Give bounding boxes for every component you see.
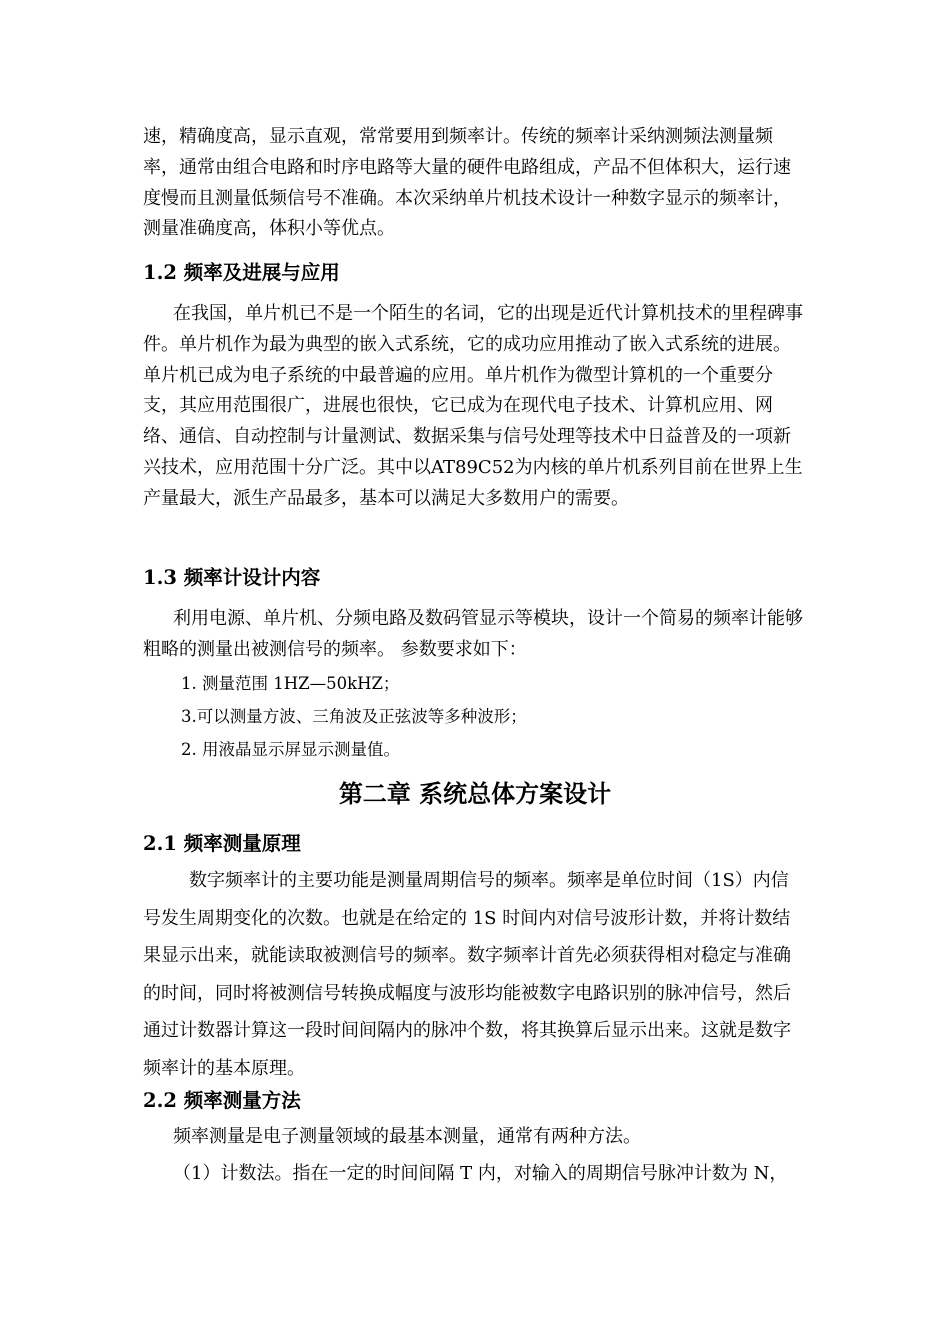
section-2-1-paragraph: 数字频率计的主要功能是测量周期信号的频率。频率是单位时间（1S）内信号发生周期变化的次数。也就是在给定的 1S 时间内对信号波形计数，并将计数结果显示出来，就能读取被测信号的频率。数字频率计首先必须获得相对稳定与准确的时间，同时将被测信号转换成幅度与波形均能被数字电路识别的脉冲信号，然后通过计数器计算这一段时间间隔内的脉冲个数，将其换算后显示出来。这就是数字频率计的基本原理。 bbox=[143, 870, 791, 1079]
chapter-title: 第二章 系统总体方案设计 bbox=[338, 779, 612, 808]
section-heading-1-3: 1.3 频率计设计内容 bbox=[143, 566, 321, 589]
requirement-item-1: 1. 测量范围 1HZ—50kHZ； bbox=[181, 674, 400, 693]
section-heading-2-2: 2.2 频率测量方法 bbox=[143, 1089, 301, 1112]
requirement-item-2: 3.可以测量方波、三角波及正弦波等多种波形； bbox=[181, 707, 527, 726]
section-1-3-paragraph: 利用电源、单片机、分频电路及数码管显示等模块，设计一个简易的频率计能够粗略的测量出被测信号的频率。 参数要求如下： bbox=[143, 608, 803, 660]
section-2-2-paragraph-2: （1）计数法。指在一定的时间间隔 T 内，对输入的周期信号脉冲计数为 N， bbox=[173, 1163, 788, 1184]
section-1-2-paragraph: 在我国，单片机已不是一个陌生的名词，它的出现是近代计算机技术的里程碑事件。单片机作为最为典型的嵌入式系统，它的成功应用推动了嵌入式系统的进展。单片机已成为电子系统的中最普遍的应用。单片机作为微型计算机的一个重要分支，其应用范围很广，进展也很快，它已成为在现代电子技术、计算机应用、网络、通信、自动控制与计量测试、数据采集与信号处理等技术中日益普及的一项新兴技术，应用范围十分广泛。其中以AT89C52为内核的单片机系列目前在世界上生产量最大，派生产品最多，基本可以满足大多数用户的需要。 bbox=[143, 303, 803, 509]
requirement-item-3: 2. 用液晶显示屏显示测量值。 bbox=[181, 740, 400, 759]
section-2-2-paragraph-1: 频率测量是电子测量领域的最基本测量，通常有两种方法。 bbox=[173, 1126, 641, 1147]
section-heading-2-1: 2.1 频率测量原理 bbox=[143, 832, 301, 855]
section-heading-1-2: 1.2 频率及进展与应用 bbox=[143, 261, 340, 284]
intro-paragraph: 速，精确度高，显示直观，常常要用到频率计。传统的频率计采纳测频法测量频率，通常由组合电路和时序电路等大量的硬件电路组成，产品不但体积大，运行速度慢而且测量低频信号不准确。本次采纳单片机技术设计一种数字显示的频率计，测量准确度高，体积小等优点。 bbox=[143, 126, 791, 240]
